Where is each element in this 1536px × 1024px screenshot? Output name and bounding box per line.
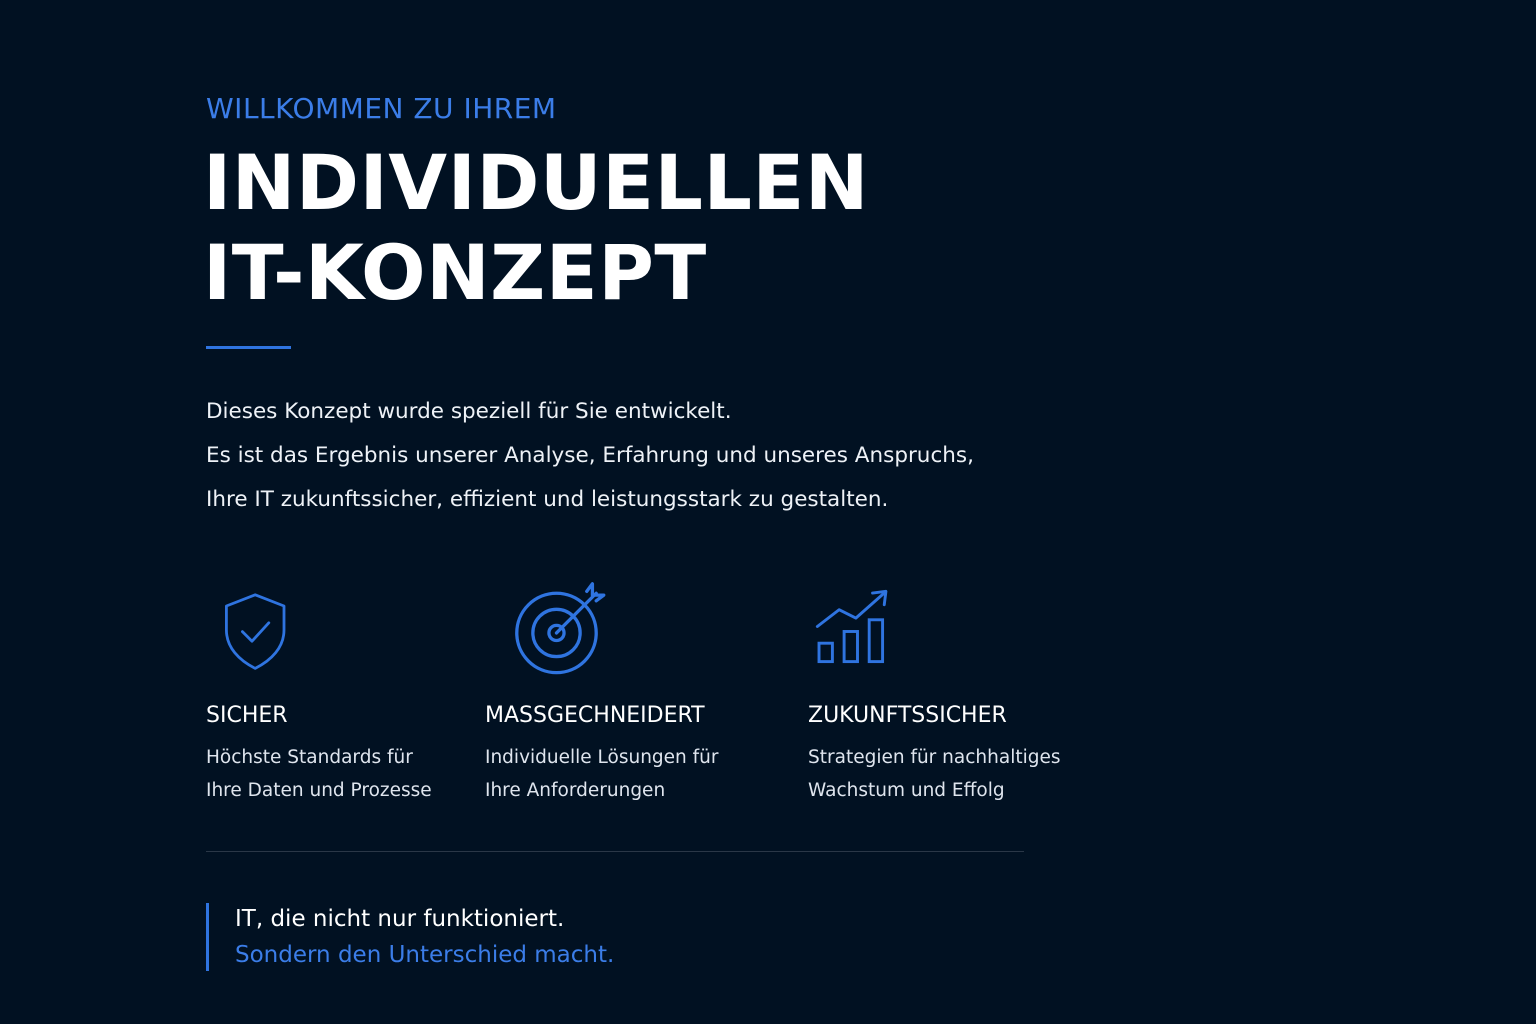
target-arrow-icon <box>513 580 617 684</box>
intro-line-1: Dieses Konzept wurde speziell für Sie entwickelt. <box>206 399 732 424</box>
quote-line-1: IT, die nicht nur funktioniert. <box>235 906 565 932</box>
feature-description <box>206 741 432 807</box>
page-title-line-2: IT-KONZEPT <box>203 228 707 317</box>
growth-chart-icon <box>814 588 906 680</box>
section-divider <box>206 851 1024 852</box>
shield-check-icon <box>220 586 308 682</box>
feature-description-line: Ihre Daten und Prozesse <box>206 780 432 801</box>
intro-paragraph <box>206 390 1106 522</box>
title-accent-line <box>206 346 291 349</box>
feature-description <box>808 741 1061 807</box>
page-title-line-1: INDIVIDUELLEN <box>203 138 869 227</box>
quote-line-2: Sondern den Unterschied macht. <box>235 942 615 968</box>
feature-description-line: Individuelle Lösungen für <box>485 747 719 768</box>
feature-title: ZUKUNFTSSICHER <box>808 703 1007 728</box>
intro-page <box>203 0 1306 1024</box>
feature-description <box>485 741 719 807</box>
closing-quote <box>206 903 614 971</box>
feature-title: MASSGECHNEIDERT <box>485 703 705 728</box>
eyebrow-text: WILLKOMMEN ZU IHREM <box>206 92 557 125</box>
feature-description-line: Strategien für nachhaltiges <box>808 747 1061 768</box>
intro-line-2: Es ist das Ergebnis unserer Analyse, Erfahrung und unseres Anspruchs, <box>206 443 974 468</box>
feature-description-line: Ihre Anforderungen <box>485 780 666 801</box>
feature-title: SICHER <box>206 703 288 728</box>
intro-line-3: Ihre IT zukunftssicher, effizient und leistungsstark zu gestalten. <box>206 487 889 512</box>
feature-description-line: Wachstum und Effolg <box>808 780 1005 801</box>
feature-description-line: Höchste Standards für <box>206 747 413 768</box>
page-title <box>203 138 869 318</box>
